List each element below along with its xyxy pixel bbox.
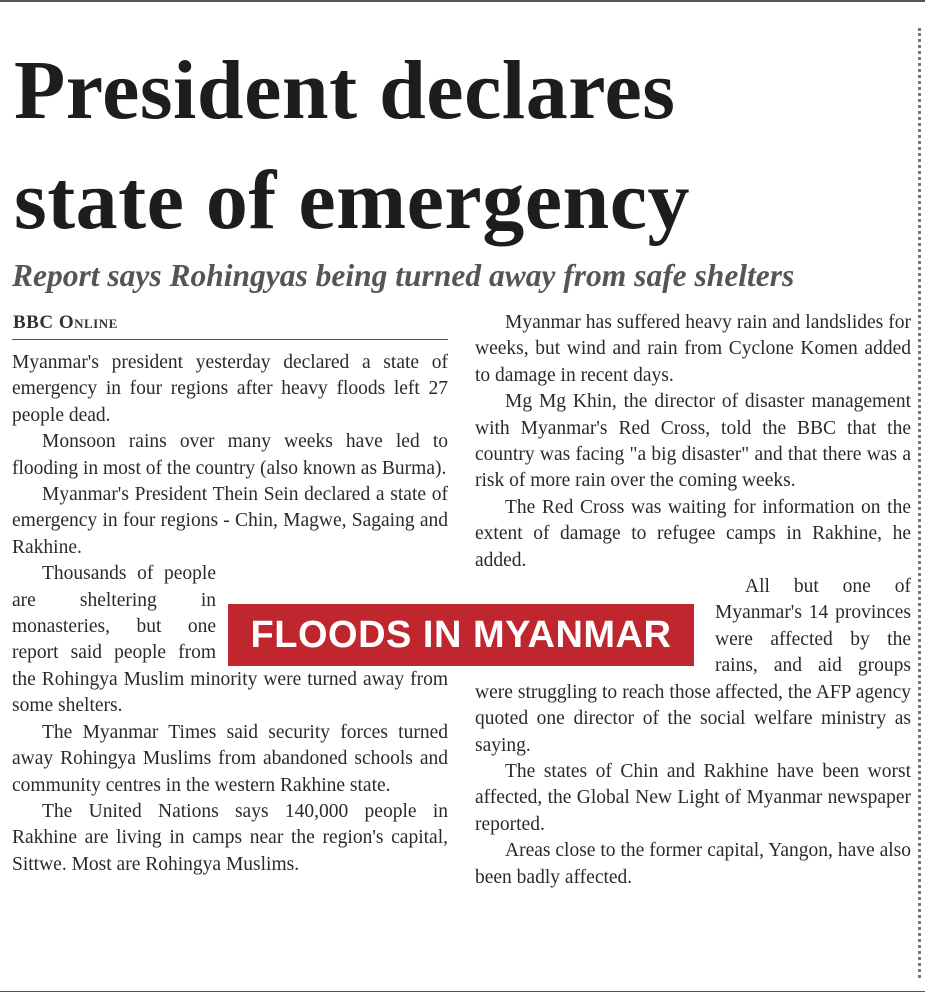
banner-text: FLOODS IN MYANMAR <box>250 613 672 656</box>
headline-line-1: President declares <box>14 44 676 137</box>
right-paragraph-1: Myanmar has suffered heavy rain and landslides for weeks, but wind and rain from Cyclone Komen added to damage in recent days. <box>475 312 911 386</box>
dotted-column-border <box>918 28 921 978</box>
byline-rule <box>12 339 448 340</box>
right-paragraph-4: All but one of Myanmar's 14 provinces were affected by the rains, and aid groups were struggling to reach those affected, the AFP agency quoted one director of the social welfare ministry as saying. <box>475 576 911 756</box>
left-paragraph-2: Monsoon rains over many weeks have led to flooding in most of the country (also known as Burma). <box>12 431 448 479</box>
top-rule <box>0 0 925 2</box>
left-paragraph-5: The Myanmar Times said security forces turned away Rohingya Muslims from abandoned schools and community centres in the western Rakhine state. <box>12 721 448 796</box>
left-paragraph-3: Myanmar's President Thein Sein declared a state of emergency in four regions - Chin, Magwe, Sagaing and Rakhine. <box>12 484 448 558</box>
right-column <box>475 310 911 891</box>
right-paragraph-3: The Red Cross was waiting for information on the extent of damage to refugee camps in Rakhine, he added. <box>475 496 911 571</box>
right-paragraph-6: Areas close to the former capital, Yangon, have also been badly affected. <box>475 840 911 888</box>
left-paragraph-6: The United Nations says 140,000 people in Rakhine are living in camps near the region's capital, Sittwe. Most are Rohingya Muslims. <box>12 800 448 875</box>
headline-line-2: state of emergency <box>14 154 690 247</box>
right-paragraph-5: The states of Chin and Rakhine have been worst affected, the Global New Light of Myanmar newspaper reported. <box>475 760 911 835</box>
left-paragraph-4: Thousands of people are sheltering in monasteries, but one report said people from the Rohingya Muslim minority were turned away from some shelters. <box>12 563 448 717</box>
right-paragraph-2: Mg Mg Khin, the director of disaster management with Myanmar's Red Cross, told the BBC that the country was facing "a big disaster" and that there was a risk of more rain over the coming weeks. <box>475 391 911 492</box>
subheadline: Report says Rohingyas being turned away from safe shelters <box>12 258 795 293</box>
floods-banner <box>228 604 694 666</box>
left-paragraph-1: Myanmar's president yesterday declared a state of emergency in four regions after heavy floods left 27 people dead. <box>12 352 448 426</box>
byline: BBC Online <box>13 312 118 333</box>
headline <box>14 36 894 256</box>
bottom-rule <box>0 991 925 992</box>
